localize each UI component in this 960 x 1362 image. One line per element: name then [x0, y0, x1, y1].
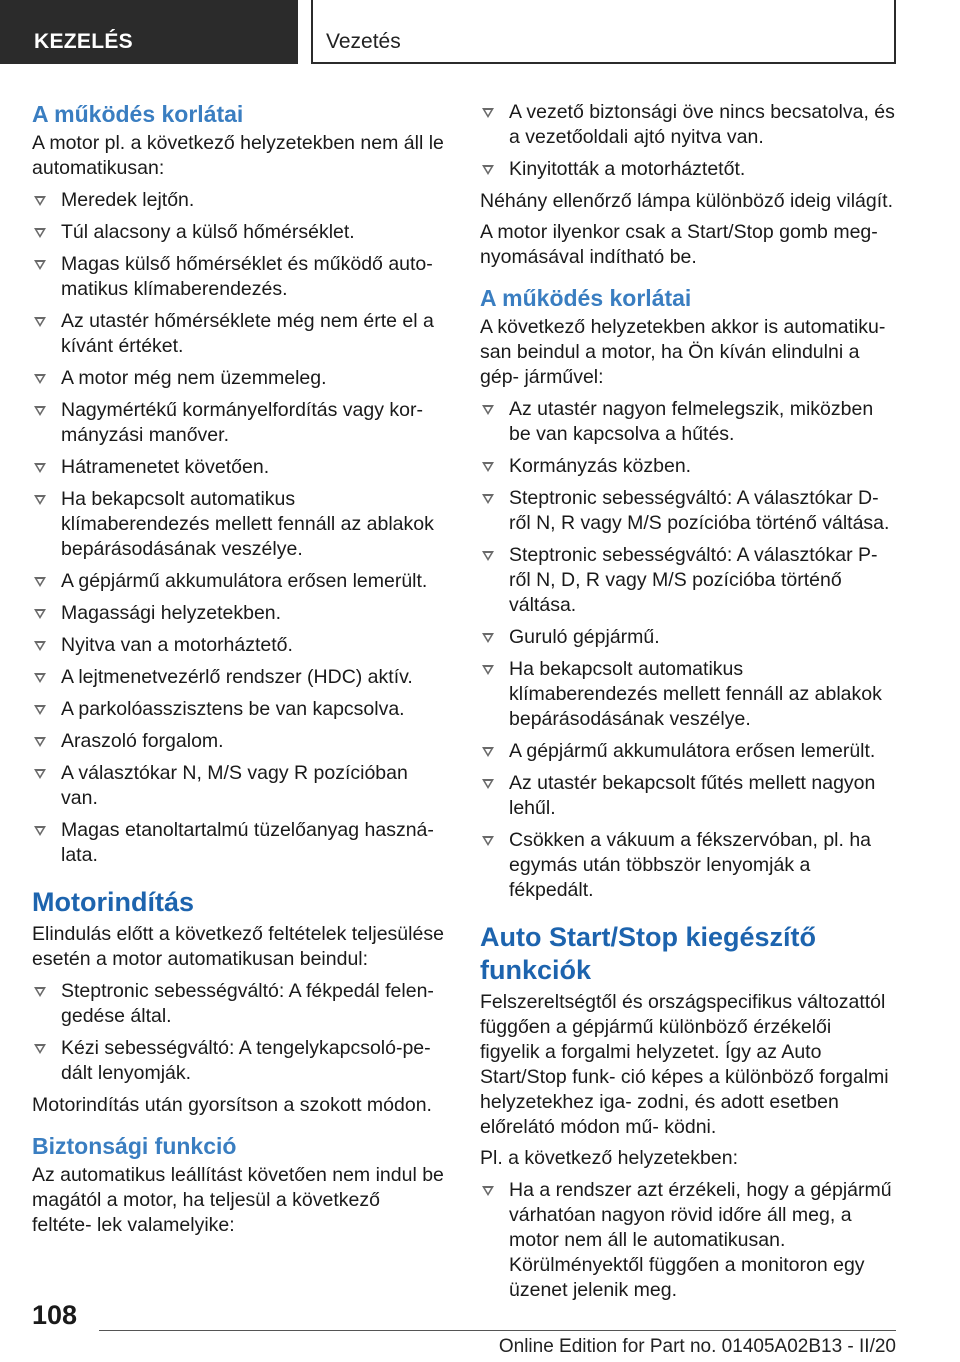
list-item — [480, 397, 896, 447]
triangle-bullet-icon — [34, 260, 46, 270]
paragraph: A motor pl. a következő helyzetekben nem áll le automatikusan: — [32, 132, 444, 179]
list-item-text: Kézi sebességváltó: A tengelykapcsoló-pe- dált lenyomják. — [61, 1037, 431, 1084]
heading-limits-restart: A működés korlátai — [480, 285, 692, 311]
page-header — [0, 0, 960, 66]
list-item — [32, 729, 444, 754]
list-item — [32, 366, 444, 391]
list-item — [480, 1178, 896, 1303]
list-item-text: Hátramenetet követően. — [61, 456, 270, 478]
triangle-bullet-icon — [482, 551, 494, 561]
list-item-text: Nyitva van a motorháztető. — [61, 634, 293, 656]
heading-safety-function: Biztonsági funkció — [32, 1133, 237, 1159]
paragraph: Az automatikus leállítást követően nem indul be magától a motor, ha teljesül a következő feltéte- lek valamelyike: — [32, 1164, 444, 1236]
list-item — [480, 454, 896, 479]
heading-additional-functions: Auto Start/Stop kiegészítő funkciók — [480, 922, 817, 985]
triangle-bullet-icon — [34, 406, 46, 416]
list-item — [32, 398, 444, 448]
list-item-text: A vezető biztonsági öve nincs becsatolva, és a vezetőoldali ajtó nyitva van. — [509, 101, 895, 148]
list-item — [480, 828, 896, 903]
triangle-bullet-icon — [34, 987, 46, 997]
list-item — [32, 309, 444, 359]
heading-limits: A működés korlátai — [32, 101, 244, 127]
list-item-text: Az utastér nagyon felmelegszik, miközben be van kapcsolva a hűtés. — [509, 398, 874, 445]
list-item — [32, 220, 444, 245]
list-item-text: Magas etanoltartalmú tüzelőanyag haszná- lata. — [61, 819, 434, 866]
list-item — [32, 601, 444, 626]
list-item-text: Steptronic sebességváltó: A fékpedál felen- gedése által. — [61, 980, 434, 1027]
paragraph: Pl. a következő helyzetekben: — [480, 1147, 738, 1169]
list-item-text: Steptronic sebességváltó: A választókar D-ről N, R vagy M/S pozícióba történő váltása. — [509, 487, 890, 534]
triangle-bullet-icon — [482, 836, 494, 846]
list-item — [32, 569, 444, 594]
paragraph: A következő helyzetekben akkor is automatiku- san beindul a motor, ha Ön kíván elindulni a gép- járművel: — [480, 316, 886, 388]
list-item — [480, 625, 896, 650]
list-item-text: Guruló gépjármű. — [509, 626, 660, 648]
paragraph: A motor ilyenkor csak a Start/Stop gomb meg- nyomásával indítható be. — [480, 221, 878, 268]
list-item-text: Meredek lejtőn. — [61, 189, 195, 211]
paragraph: Elindulás előtt a következő feltételek teljesülése esetén a motor automatikusan beindul: — [32, 923, 444, 970]
list-item-text: Magassági helyzetekben. — [61, 602, 282, 624]
list-item-text: A lejtmenetvezérlő rendszer (HDC) aktív. — [61, 666, 413, 688]
triangle-bullet-icon — [34, 577, 46, 587]
list-item-text: Kormányzás közben. — [509, 455, 692, 477]
bullet-list — [480, 1178, 896, 1303]
list-item-text: Ha bekapcsolt automatikus klímaberendezés mellett fennáll az ablakok bepárásodásának veszélye. — [509, 658, 882, 730]
list-item-text: Ha bekapcsolt automatikus klímaberendezés mellett fennáll az ablakok bepárásodásának veszélye. — [61, 488, 434, 560]
list-item-text: Steptronic sebességváltó: A választókar P-ről N, D, R vagy M/S pozícióba történő váltása. — [509, 544, 878, 616]
list-item — [480, 543, 896, 618]
list-item-text: Magas külső hőmérséklet és működő auto- matikus klímaberendezés. — [61, 253, 433, 300]
triangle-bullet-icon — [482, 462, 494, 472]
list-item — [480, 657, 896, 732]
list-item — [32, 697, 444, 722]
list-item-text: Kinyitották a motorháztetőt. — [509, 158, 746, 180]
triangle-bullet-icon — [482, 747, 494, 757]
triangle-bullet-icon — [34, 463, 46, 473]
bullet-list — [480, 100, 896, 182]
triangle-bullet-icon — [482, 779, 494, 789]
triangle-bullet-icon — [34, 769, 46, 779]
list-item — [32, 761, 444, 811]
triangle-bullet-icon — [34, 1044, 46, 1054]
triangle-bullet-icon — [34, 609, 46, 619]
paragraph: Motorindítás után gyorsítson a szokott módon. — [32, 1094, 432, 1116]
triangle-bullet-icon — [34, 737, 46, 747]
footer-divider — [99, 1330, 896, 1331]
list-item-text: Nagymértékű kormányelfordítás vagy kor- mányzási manőver. — [61, 399, 423, 446]
footer-edition: Online Edition for Part no. 01405A02B13 - II/20 — [498, 1336, 896, 1357]
triangle-bullet-icon — [34, 196, 46, 206]
triangle-bullet-icon — [34, 826, 46, 836]
triangle-bullet-icon — [34, 673, 46, 683]
list-item-text: A választókar N, M/S vagy R pozícióban van. — [61, 762, 408, 809]
bullet-list — [32, 979, 444, 1086]
list-item-text: A motor még nem üzemmeleg. — [61, 367, 327, 389]
list-item — [32, 818, 444, 868]
chapter-label: Vezetés — [311, 0, 896, 64]
list-item — [32, 665, 444, 690]
triangle-bullet-icon — [34, 495, 46, 505]
page-number: 108 — [32, 1300, 78, 1330]
list-item — [32, 188, 444, 213]
triangle-bullet-icon — [482, 165, 494, 175]
list-item — [32, 487, 444, 562]
list-item-text: Az utastér bekapcsolt fűtés mellett nagyon lehűl. — [509, 772, 876, 819]
list-item-text: A gépjármű akkumulátora erősen lemerült. — [509, 740, 876, 762]
list-item — [32, 633, 444, 658]
triangle-bullet-icon — [482, 405, 494, 415]
bullet-list — [32, 188, 444, 868]
right-column — [480, 93, 896, 1310]
triangle-bullet-icon — [482, 633, 494, 643]
bullet-list — [480, 397, 896, 903]
triangle-bullet-icon — [482, 1186, 494, 1196]
paragraph: Néhány ellenőrző lámpa különböző ideig világít. — [480, 190, 894, 212]
list-item — [32, 455, 444, 480]
list-item-text: Az utastér hőmérséklete még nem érte el a kívánt értéket. — [61, 310, 434, 357]
list-item — [480, 100, 896, 150]
heading-engine-start: Motorindítás — [32, 887, 194, 917]
list-item — [32, 1036, 444, 1086]
list-item-text: Araszoló forgalom. — [61, 730, 224, 752]
list-item — [480, 157, 896, 182]
list-item-text: A gépjármű akkumulátora erősen lemerült. — [61, 570, 428, 592]
list-item-text: Túl alacsony a külső hőmérséklet. — [61, 221, 355, 243]
triangle-bullet-icon — [482, 494, 494, 504]
list-item — [480, 739, 896, 764]
paragraph: Felszereltségtől és országspecifikus változattól függően a gépjármű különböző érzékelői figyelik a forgalmi helyzetet. Így az Auto Start/Stop funk- ció képes a különböző forgalmi helyzetekhez iga- zodni, és adott esetben előrelátó módon mű- ködni. — [480, 991, 889, 1138]
triangle-bullet-icon — [34, 228, 46, 238]
triangle-bullet-icon — [34, 705, 46, 715]
triangle-bullet-icon — [482, 108, 494, 118]
triangle-bullet-icon — [34, 641, 46, 651]
section-label: KEZELÉS — [0, 0, 298, 64]
list-item — [32, 252, 444, 302]
left-column — [32, 100, 444, 1238]
list-item-text: A parkolóasszisztens be van kapcsolva. — [61, 698, 405, 720]
list-item-text: Csökken a vákuum a fékszervóban, pl. ha egymás után többször lenyomják a fékpedált. — [509, 829, 872, 901]
triangle-bullet-icon — [482, 665, 494, 675]
list-item — [32, 979, 444, 1029]
list-item — [480, 771, 896, 821]
list-item-text: Ha a rendszer azt érzékeli, hogy a gépjármű várhatóan nagyon rövid időre áll meg, a motor nem áll le automatikusan. Körülményektől függően a monitoron egy üzenet jelenik meg. — [509, 1179, 892, 1301]
list-item — [480, 486, 896, 536]
triangle-bullet-icon — [34, 317, 46, 327]
triangle-bullet-icon — [34, 374, 46, 384]
